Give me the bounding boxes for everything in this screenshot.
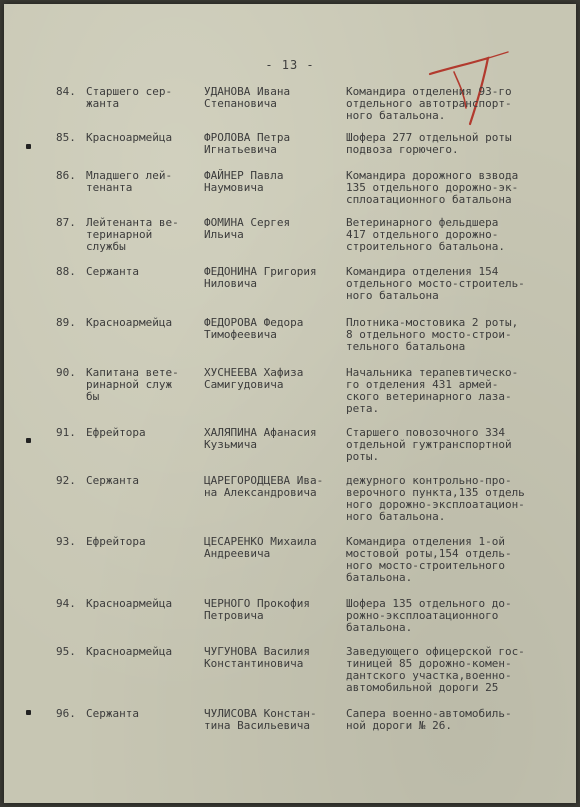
entry-number: 87.: [56, 216, 76, 229]
entry-name: ХАЛЯПИНА Афанасия Кузьмича: [204, 426, 317, 451]
entry-number: 96.: [56, 707, 76, 720]
entry-rank: Капитана вете- ринарной служ бы: [86, 366, 179, 403]
entry-name: ФЕДОРОВА Федора Тимофеевича: [204, 316, 304, 341]
entry-number: 86.: [56, 169, 76, 182]
entry-post: Командира отделения 93-го отдельного автотранспорт- ного батальона.: [346, 85, 512, 122]
entry-post: Шофера 135 отдельного до- рожно-эксплоатационного батальона.: [346, 597, 512, 634]
entry-post: Командира отделения 154 отдельного мосто-строитель- ного батальона: [346, 265, 525, 302]
entry-name: ФЕДОНИНА Григория Ниловича: [204, 265, 317, 290]
entry-rank: Красноармейца: [86, 645, 173, 658]
binding-hole: [26, 438, 31, 443]
entry-rank: Сержанта: [86, 265, 139, 278]
entry-post: Старшего повозочного 334 отдельной гужтранспортной роты.: [346, 426, 512, 463]
entry-name: ЦЕСАРЕНКО Михаила Андреевича: [204, 535, 317, 560]
page-number: - 13 -: [265, 58, 315, 72]
entry-name: ФРОЛОВА Петра Игнатьевича: [204, 131, 291, 156]
entry-name: ЦАРЕГОРОДЦЕВА Ива- на Александровича: [204, 474, 324, 499]
binding-hole: [26, 144, 31, 149]
entry-name: ХУСНЕЕВА Хафиза Самигудовича: [204, 366, 304, 391]
entry-post: Плотника-мостовика 2 роты, 8 отдельного мосто-строи- тельного батальона: [346, 316, 519, 353]
entry-rank: Лейтенанта ве- теринарной службы: [86, 216, 179, 253]
entry-name: ФОМИНА Сергея Ильича: [204, 216, 291, 241]
entry-post: Начальника терапевтическо- го отделения 431 армей- ского ветеринарного лаза- рета.: [346, 366, 519, 415]
entry-number: 95.: [56, 645, 76, 658]
entry-rank: Красноармейца: [86, 597, 173, 610]
entry-number: 88.: [56, 265, 76, 278]
entry-rank: Ефрейтора: [86, 426, 146, 439]
entry-post: дежурного контрольно-про- верочного пункта,135 отдель ного дорожно-эксплоатацион- ного батальона.: [346, 474, 525, 523]
document-page: [4, 4, 576, 803]
entry-post: Командира отделения 1-ой мостовой роты,154 отдель- ного мосто-строительного батальона.: [346, 535, 512, 584]
entry-rank: Сержанта: [86, 707, 139, 720]
entry-name: ЧЕРНОГО Прокофия Петровича: [204, 597, 310, 622]
entry-rank: Красноармейца: [86, 316, 173, 329]
entry-post: Сапера военно-автомобиль- ной дороги № 26.: [346, 707, 512, 732]
entry-number: 94.: [56, 597, 76, 610]
entry-number: 90.: [56, 366, 76, 379]
binding-hole: [26, 710, 31, 715]
entry-rank: Красноармейца: [86, 131, 173, 144]
entry-number: 93.: [56, 535, 76, 548]
entry-post: Шофера 277 отдельной роты подвоза горючего.: [346, 131, 512, 156]
entry-rank: Сержанта: [86, 474, 139, 487]
entry-number: 92.: [56, 474, 76, 487]
entry-post: Командира дорожного взвода 135 отдельного дорожно-эк- сплоатационного батальона: [346, 169, 519, 206]
entry-name: ЧУЛИСОВА Констан- тина Васильевича: [204, 707, 317, 732]
entry-post: Заведующего офицерской гос- тиницей 85 дорожно-комен- дантского участка,военно- автомобильной дороги 25: [346, 645, 525, 694]
entry-name: ЧУГУНОВА Василия Константиновича: [204, 645, 310, 670]
entry-post: Ветеринарного фельдшера 417 отдельного дорожно- строительного батальона.: [346, 216, 505, 253]
entry-number: 84.: [56, 85, 76, 98]
entry-number: 89.: [56, 316, 76, 329]
entry-number: 85.: [56, 131, 76, 144]
entry-rank: Младшего лей- тенанта: [86, 169, 173, 194]
entry-rank: Ефрейтора: [86, 535, 146, 548]
entry-number: 91.: [56, 426, 76, 439]
entry-name: ФАЙНЕР Павла Наумовича: [204, 169, 284, 194]
entry-name: УДАНОВА Ивана Степановича: [204, 85, 291, 110]
entry-rank: Старшего сер- жанта: [86, 85, 173, 110]
